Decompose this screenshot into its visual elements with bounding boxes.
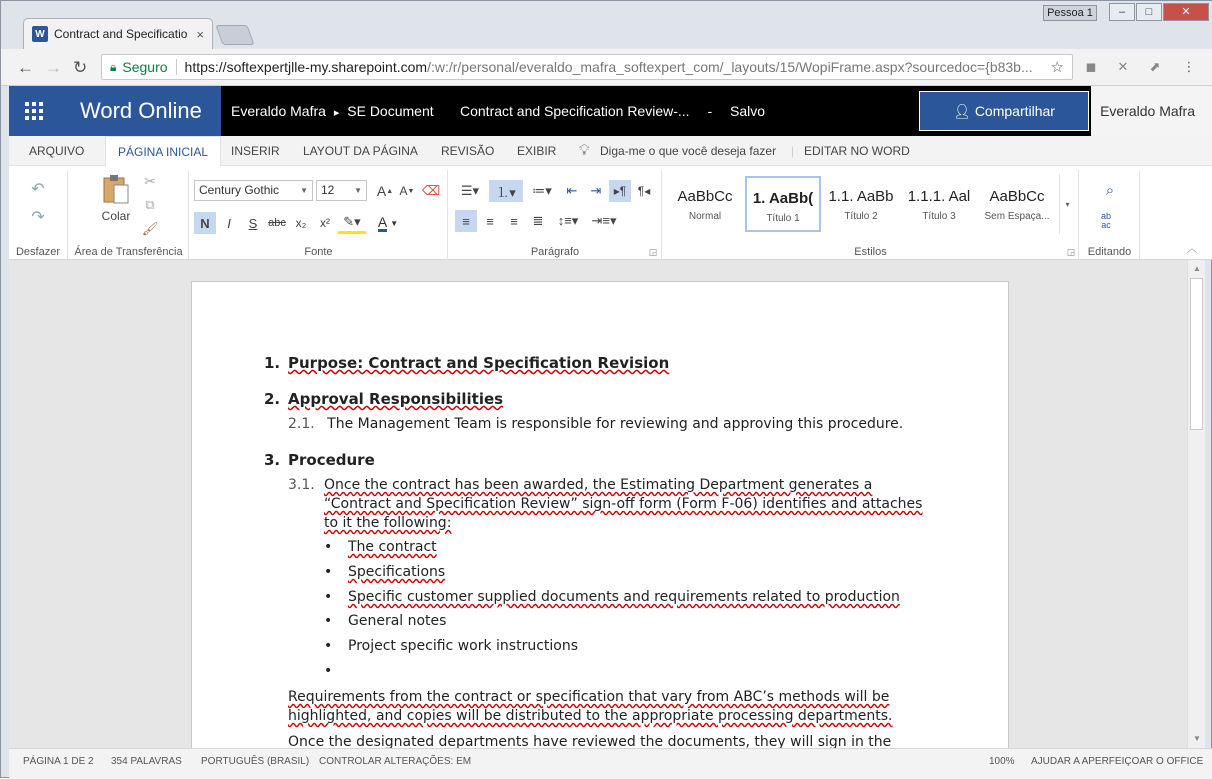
highlight-icon[interactable]: ✎▾ <box>338 212 366 234</box>
paragraph-3-1-line-3: to it the following: <box>324 515 452 531</box>
superscript-button[interactable]: x² <box>320 216 330 230</box>
document-page[interactable]: 1. Purpose: Contract and Specification Revision 2. Approval Responsibilities 2.1. The Management Team is responsible for reviewing and approving this procedure. 3. Procedure 3.1. Once the contract has been awarded, the Estimating Department generates a “Contract and Specification Review” sign-off form (Form F-06) identifies and attaches to it the following: • The contract • Specifications • Specific customer supplied documents and requirements related to production • General notes • Project specific work instructions • Requirements from the contract or specification that vary from ABC’s methods will be highlighted, and copies will be distributed to the appropriate processing departments. Once the designated departments have reviewed the documents, they will sign in the <box>191 281 1009 748</box>
undo-group <box>9 170 68 260</box>
cut-icon[interactable]: ✂ <box>144 172 156 189</box>
font-name-select[interactable] <box>194 180 313 201</box>
scroll-up-icon[interactable]: ▲ <box>1193 264 1201 273</box>
vertical-scrollbar[interactable] <box>1187 260 1205 748</box>
paragraph-group-label: Parágrafo <box>530 246 580 258</box>
strikethrough-button[interactable]: abc <box>268 217 286 229</box>
app-launcher-icon[interactable] <box>9 86 59 136</box>
chevron-down-icon: ▼ <box>354 186 362 195</box>
ribbon <box>9 166 1212 260</box>
paste-icon[interactable] <box>99 172 133 206</box>
tab-arquivo[interactable]: ARQUIVO <box>29 144 85 158</box>
scroll-down-icon[interactable]: ▼ <box>1193 734 1201 743</box>
word-count: 354 PALAVRAS <box>111 756 182 767</box>
breadcrumb-separator-icon: ▸ <box>333 107 340 119</box>
share-label: Compartilhar <box>974 103 1055 119</box>
heading-3-text: Procedure <box>288 451 375 469</box>
bold-button[interactable]: N <box>194 212 216 234</box>
undo-icon[interactable]: ↶ <box>31 181 45 198</box>
maximize-button[interactable]: □ <box>1136 3 1162 21</box>
paragraph-2-1: 2.1. The Management Team is responsible for reviewing and approving this procedure. <box>288 416 904 432</box>
font-name-value: Century Gothic <box>199 183 280 197</box>
user-name[interactable]: Everaldo Mafra <box>1091 86 1212 136</box>
reload-icon[interactable]: ↻ <box>73 58 88 77</box>
extension-x-icon[interactable]: ✕ <box>1117 59 1129 74</box>
paragraph-3-1-number: 3.1. <box>288 477 315 493</box>
share-button[interactable] <box>919 91 1089 131</box>
justify-icon[interactable]: ≣ <box>532 213 544 228</box>
decrease-indent-icon[interactable]: ⇤ <box>566 183 578 198</box>
tab-revisao[interactable]: REVISÃO <box>441 144 495 158</box>
minimize-button[interactable]: – <box>1109 3 1135 21</box>
paragraph-3-1-line-1: Once the contract has been awarded, the Estimating Department generates a <box>324 477 873 493</box>
paragraph-3-1-line-2: “Contract and Specification Review” sign-off form (Form F-06) identifies and attaches <box>324 496 923 512</box>
scroll-thumb[interactable] <box>1190 278 1203 430</box>
styles-group-label: Estilos <box>854 246 887 258</box>
page-count: PÁGINA 1 DE 2 <box>23 756 94 767</box>
paragraph-mark-icon[interactable]: ¶◂ <box>637 184 651 198</box>
shrink-font-icon[interactable]: A ▼ <box>399 184 415 198</box>
browser-tab[interactable] <box>23 18 213 49</box>
find-icon[interactable]: ⌕ <box>1105 181 1115 199</box>
tab-exibir[interactable]: EXIBIR <box>517 144 557 158</box>
paste-label[interactable]: Colar <box>101 209 131 223</box>
align-right-icon[interactable]: ≡ <box>510 213 518 229</box>
tab-close-icon[interactable]: × <box>196 26 204 42</box>
paragraph-launcher-icon[interactable]: ◲ <box>648 246 658 257</box>
requirements-line-2: highlighted, and copies will be distributed to the appropriate processing departments. <box>288 708 893 724</box>
paragraph-indent-icon[interactable]: ⇥≡▾ <box>591 213 617 228</box>
styles-group <box>663 170 1079 260</box>
menu-divider: | <box>791 144 795 158</box>
breadcrumb-owner[interactable]: Everaldo Mafra <box>231 103 326 119</box>
url-separator <box>176 59 177 75</box>
lock-icon: 🔒︎ <box>110 59 117 74</box>
address-bar <box>1 49 1212 86</box>
extension-icon[interactable]: ◼ <box>1085 59 1097 74</box>
bullets-icon[interactable]: ☰▾ <box>460 183 480 198</box>
styles-launcher-icon[interactable]: ◲ <box>1066 246 1076 257</box>
add-person-icon: 👤︎ <box>953 102 971 119</box>
font-size-value: 12 <box>321 183 335 197</box>
font-size-select[interactable] <box>316 180 367 201</box>
url-host: https://softexpertjlle-my.sharepoint.com <box>184 59 428 75</box>
clear-formatting-icon[interactable]: ⌫ <box>421 183 441 198</box>
align-left-icon[interactable]: ≡ <box>455 210 477 232</box>
title-dash: - <box>707 103 713 119</box>
chevron-down-icon: ▼ <box>300 186 308 195</box>
breadcrumb <box>231 86 434 138</box>
replace-icon[interactable]: ab ac <box>1100 211 1111 230</box>
heading-1-text: Purpose: Contract and Specification Revision <box>288 354 670 372</box>
document-title[interactable]: Contract and Specification Review-... <box>460 103 690 119</box>
editing-group-label: Editando <box>1087 246 1132 258</box>
style-normal[interactable]: AaBbCc Normal <box>677 188 733 222</box>
secure-label: Seguro <box>122 59 168 75</box>
ltr-icon[interactable]: ▸¶ <box>609 180 631 202</box>
new-tab-button[interactable] <box>215 25 254 45</box>
line-spacing-icon[interactable]: ↕≡▾ <box>557 213 579 228</box>
align-center-icon[interactable]: ≡ <box>486 213 494 229</box>
format-painter-icon[interactable]: 🖌︎ <box>141 221 159 236</box>
office-suite-bar <box>9 86 1212 136</box>
track-changes[interactable]: CONTROLAR ALTERAÇÕES: EM <box>319 756 472 767</box>
breadcrumb-library[interactable]: SE Document <box>347 103 434 119</box>
lightbulb-icon: 💡︎ <box>579 142 590 159</box>
font-color-button[interactable]: A ▼ <box>377 213 399 230</box>
profile-button[interactable]: Pessoa 1 <box>1043 5 1097 21</box>
document-title-area <box>460 86 765 136</box>
edit-in-word-button[interactable]: EDITAR NO WORD <box>804 144 910 158</box>
tab-inserir[interactable]: INSERIR <box>231 144 280 158</box>
status-bar <box>9 748 1212 779</box>
undo-group-label: Desfazer <box>15 246 61 258</box>
collapse-ribbon-icon[interactable]: ︿ <box>1187 243 1197 255</box>
close-window-button[interactable]: ✕ <box>1163 3 1209 21</box>
browser-menu-icon[interactable]: ⋮ <box>1182 59 1196 74</box>
multilevel-list-icon[interactable]: ≔▾ <box>532 183 552 198</box>
tab-layout[interactable]: LAYOUT DA PÁGINA <box>303 144 418 158</box>
style-sem-espacamento[interactable]: AaBbCc Sem Espaça... <box>984 188 1050 222</box>
zoom-level[interactable]: 100% <box>989 756 1015 767</box>
italic-button[interactable]: I <box>227 215 231 231</box>
redo-icon[interactable]: ↷ <box>31 209 45 226</box>
style-titulo-2[interactable]: 1.1. AaBb Título 2 <box>828 188 894 222</box>
increase-indent-icon[interactable]: ⇥ <box>590 183 602 198</box>
app-name[interactable]: Word Online <box>59 86 221 136</box>
font-group <box>190 170 448 260</box>
ribbon-tabs <box>9 136 1212 166</box>
save-status: Salvo <box>730 103 766 119</box>
subscript-button[interactable]: x₂ <box>295 216 307 230</box>
editing-group <box>1080 170 1140 260</box>
word-icon: W <box>32 26 48 42</box>
clipboard-group-label: Área de Transferência <box>74 246 183 258</box>
language[interactable]: PORTUGUÊS (BRASIL) <box>201 756 310 767</box>
clipboard-group <box>69 170 189 260</box>
back-icon[interactable]: ← <box>17 58 34 77</box>
grow-font-icon[interactable]: A ▲ <box>376 183 394 199</box>
forward-icon[interactable]: → <box>45 58 62 77</box>
tab-pagina-inicial[interactable]: PÁGINA INICIAL <box>105 136 221 167</box>
font-group-label: Fonte <box>304 246 333 258</box>
paragraph-group <box>449 170 662 260</box>
document-canvas <box>9 260 1187 748</box>
numbering-icon[interactable]: ⒈▾ <box>489 180 523 202</box>
url-path: /:w:/r/personal/everaldo_mafra_softexpert_com/_layouts/15/WopiFrame.aspx?sourcedoc={b83b... <box>427 59 1033 75</box>
style-titulo-1[interactable]: 1. AaBb( Título 1 <box>745 176 821 232</box>
browser-title-bar <box>1 1 1212 49</box>
tell-me-field[interactable]: Diga-me o que você deseja fazer <box>600 144 777 158</box>
style-titulo-3[interactable]: 1.1.1. Aal Título 3 <box>907 188 971 222</box>
requirements-line-3: Once the designated departments have reviewed the documents, they will sign in the <box>288 734 892 748</box>
url-field[interactable] <box>101 54 1073 80</box>
requirements-line-1: Requirements from the contract or specification that vary from ABC’s methods will be <box>288 689 890 705</box>
underline-button[interactable]: S <box>248 215 258 231</box>
styles-more-icon[interactable]: ▾ <box>1059 174 1075 234</box>
bookmark-star-icon[interactable]: ☆ <box>1050 59 1064 76</box>
copy-icon[interactable]: ⧉ <box>145 197 155 212</box>
feedback-link[interactable]: AJUDAR A APERFEIÇOAR O OFFICE <box>1031 756 1204 767</box>
heading-2-text: Approval Responsibilities <box>288 390 504 408</box>
tab-title: Contract and Specificatio <box>54 27 188 41</box>
pdf-extension-icon[interactable]: ⬈ <box>1149 59 1161 74</box>
